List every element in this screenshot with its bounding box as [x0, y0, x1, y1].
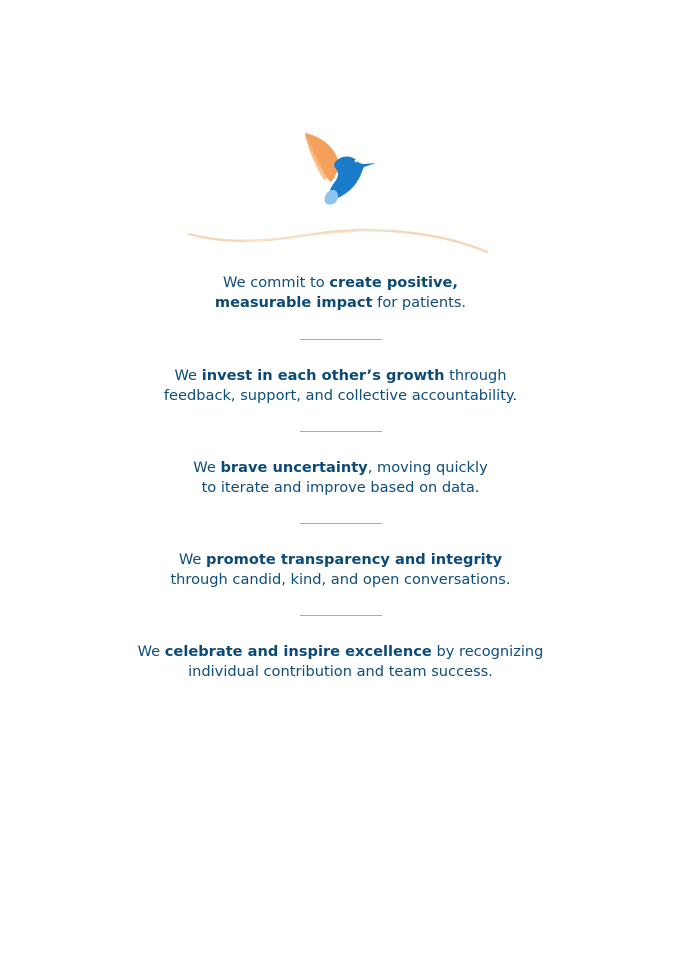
value-line	[0, 293, 681, 313]
value-text: We	[137, 643, 165, 660]
value-line	[0, 570, 681, 590]
value-statement	[0, 458, 681, 498]
value-text: individual contribution and team success.	[188, 663, 493, 680]
value-text: through candid, kind, and open conversations.	[170, 571, 511, 588]
divider	[300, 431, 382, 432]
value-text: for patients.	[372, 294, 467, 311]
divider	[300, 523, 382, 524]
value-statement	[0, 550, 681, 590]
value-statement	[0, 642, 681, 682]
value-text: We	[193, 459, 221, 476]
value-statement	[0, 366, 681, 406]
divider	[300, 615, 382, 616]
value-text: We	[178, 551, 207, 568]
value-text: feedback, support, and collective accountability.	[163, 387, 518, 404]
value-line	[0, 366, 681, 386]
value-emphasis: measurable impact	[214, 294, 373, 311]
value-emphasis: celebrate and inspire excellence	[164, 643, 432, 660]
value-text: We	[174, 367, 202, 384]
value-line	[0, 662, 681, 682]
value-statement	[0, 273, 681, 313]
value-line	[0, 386, 681, 406]
value-emphasis: create positive,	[329, 274, 458, 291]
value-line	[0, 273, 681, 293]
value-text: through	[444, 367, 507, 384]
value-line	[0, 478, 681, 498]
value-text: by recognizing	[431, 643, 544, 660]
value-emphasis: brave uncertainty	[220, 459, 368, 476]
value-line	[0, 458, 681, 478]
value-text: We commit to	[223, 274, 330, 291]
value-text: , moving quickly	[367, 459, 488, 476]
divider	[300, 339, 382, 340]
value-emphasis: invest in each other’s growth	[201, 367, 445, 384]
value-line	[0, 550, 681, 570]
value-text: to iterate and improve based on data.	[201, 479, 480, 496]
value-line	[0, 642, 681, 662]
value-emphasis: promote transparency and integrity	[206, 551, 503, 568]
